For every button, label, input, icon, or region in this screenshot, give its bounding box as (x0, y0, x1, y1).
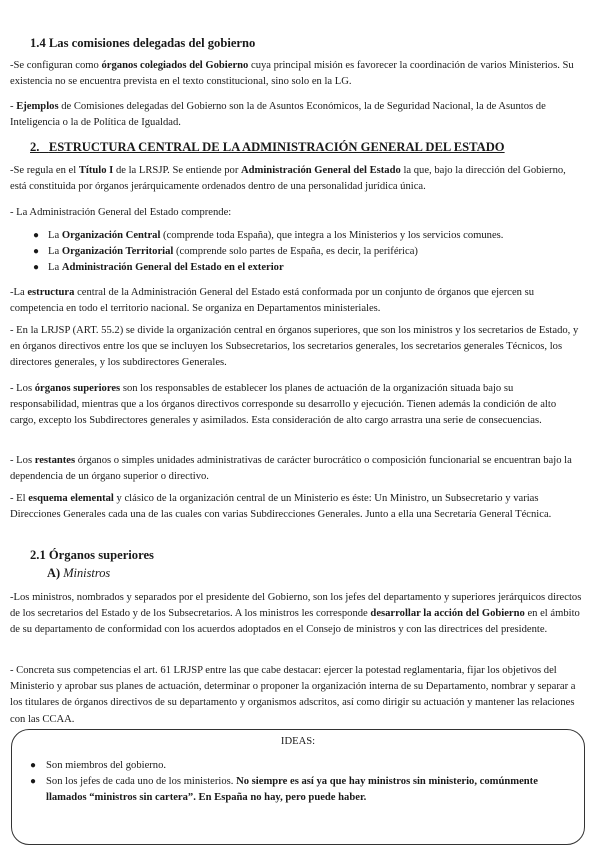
list-item: ● La Organización Territorial (comprende solo partes de España, es decir, la periférica) (10, 244, 503, 260)
section-2-1-heading: 2.1 Órganos superiores (30, 548, 154, 562)
ideas-list (12, 758, 572, 807)
paragraph-competencias: - Concreta sus competencias el art. 61 LRJSP entre las que cabe destacar: ejercer la potestad reglamentaria, fijar los objetivos del Ministerio y aprobar sus planes de actuación, determinar o proponer la organización interna de su Departamento, nombrar y separar a los titulares de órganos directivos de su departamento y organismos adscritos, así como dirigir su actuación y mantener las relaciones con las CCAA. (10, 665, 576, 725)
list-item: ● Son miembros del gobierno. (12, 758, 572, 774)
paragraph-ministros-definicion: -Los ministros, nombrados y separados por el presidente del Gobierno, son los jefes del departamento y superiores jerárquicos directos de los secretarios del Estado y de los Subsecretarios. A los ministros les corresponde desarrollar la acción del Gobierno en el ámbito de su departamento de conformidad con los acuerdos adoptados en el Consejo de ministros y con las directrices del presidente. (10, 592, 582, 636)
bullet-icon: ● (30, 776, 37, 788)
subsection-ministros-heading: A) Ministros (47, 566, 111, 580)
bullet-icon: ● (33, 246, 40, 258)
list-item: ● Son los jefes de cada uno de los ministerios. No siempre es así ya que hay ministros sin ministerio, comúnmente llamados “ministros sin cartera”. En España no hay, pero puede haber. (30, 776, 538, 804)
ideas-box (11, 729, 585, 845)
paragraph-organos-superiores: - Los órganos superiores son los responsables de establecer los planes de actuación de la organización situada bajo su responsabilidad, mientras que a los órganos directivos corresponde su desarrollo y ejecución. Tienen además la condición de alto cargo, excepto los Subdirectores generales y asimilados. Esta consideración de alto cargo arrastra una serie de consecuencias. (10, 383, 557, 427)
list-item: ● La Administración General del Estado en el exterior (10, 260, 503, 276)
paragraph-comisiones-ejemplos: - Ejemplos de Comisiones delegadas del Gobierno son la de Asuntos Económicos, la de Seguridad Nacional, la de Asuntos de Inteligencia o la de Política de Igualdad. (10, 101, 546, 129)
paragraph-estructura: -La estructura central de la Administración General del Estado está conformada por un conjunto de órganos que ejercen su competencia en todo el territorio nacional. Se organiza en Departamentos ministeriales. (10, 287, 535, 315)
section-2-heading: 2. ESTRUCTURA CENTRAL DE LA ADMINISTRACIÓN GENERAL DEL ESTADO (30, 140, 505, 154)
bullet-icon: ● (33, 262, 40, 274)
age-components-list (10, 228, 503, 277)
ideas-title: IDEAS: (280, 736, 316, 747)
paragraph-esquema-elemental: - El esquema elemental y clásico de la organización central de un Ministerio es éste: Un Ministro, un Subsecretario y varias Direcciones Generales cada una de las cuales con varias Subdirecciones Generales. Junto a ella una Secretaría General Técnica. (10, 493, 552, 521)
paragraph-age-regulacion: -Se regula en el Título I de la LRSJP. Se entiende por Administración General del Estado la que, bajo la dirección del Gobierno, está constituida por órganos jerárquicamente ordenados dentro de una personalidad jurídica única. (10, 165, 566, 193)
list-item: ● La Organización Central (comprende toda España), que integra a los Ministerios y los servicios comunes. (10, 228, 503, 244)
paragraph-comisiones-definicion: -Se configuran como órganos colegiados del Gobierno cuya principal misión es favorecer la coordinación de varios Ministerios. Su existencia no se encuentra prevista en el texto constitucional, sino solo en la LG. (10, 60, 574, 88)
paragraph-lrjsp-division: - En la LRJSP (ART. 55.2) se divide la organización central en órganos superiores, que son los ministros y los secretarios de Estado, y en órganos directivos entre los que se incluyen los Subsecretarios, los secretarios generales, los secretarios generales Técnicos, los directores generales, y los subdirectores Generales. (10, 325, 579, 369)
paragraph-organos-restantes: - Los restantes órganos o simples unidades administrativas de carácter burocrático o composición funcionarial se encuentran bajo la dependencia de un órgano superior o directivo. (10, 455, 572, 483)
paragraph-age-comprende: - La Administración General del Estado comprende: (10, 207, 232, 218)
section-1-4-heading: 1.4 Las comisiones delegadas del gobierno (30, 36, 256, 50)
bullet-icon: ● (30, 760, 37, 771)
bullet-icon: ● (33, 230, 40, 241)
